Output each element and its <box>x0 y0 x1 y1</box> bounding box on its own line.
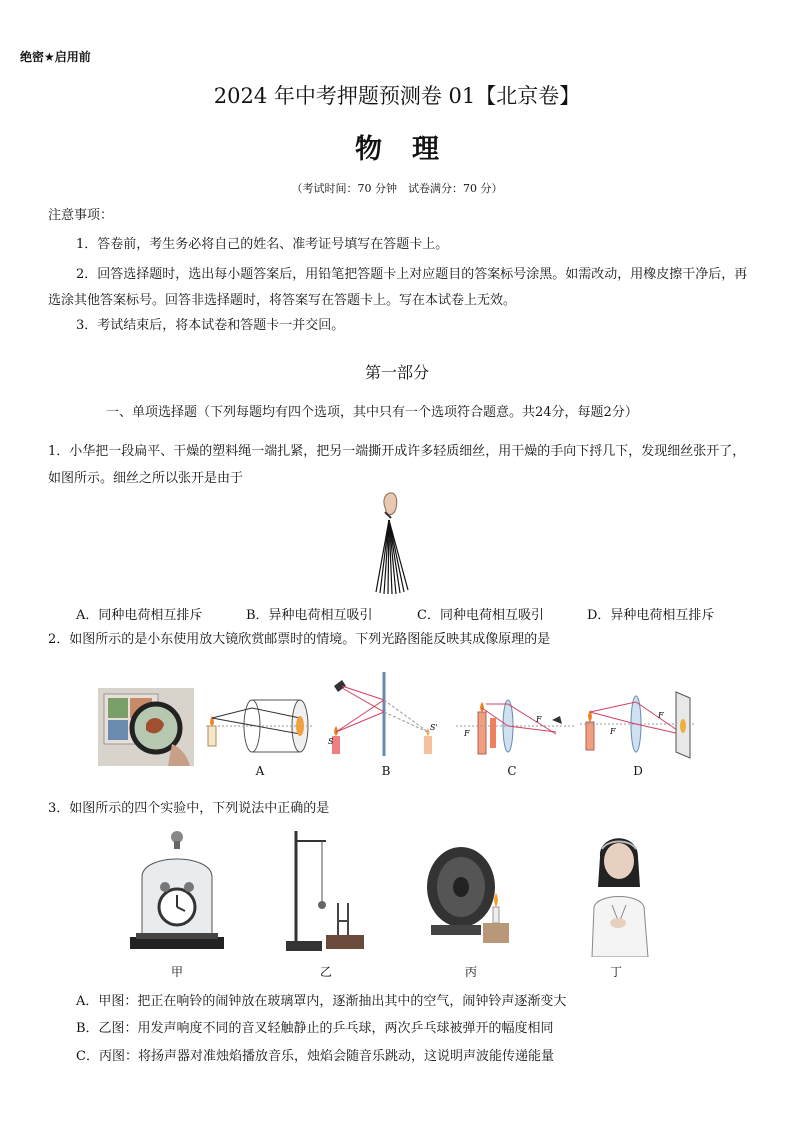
tuning-fork-figure <box>282 827 372 957</box>
q1-option-c: C．同种电荷相互吸引 <box>417 608 544 623</box>
notice-item-1: 1．答卷前，考生务必将自己的姓名、准考证号填写在答题卡上。 <box>76 237 449 252</box>
bell-jar-clock-figure <box>128 827 226 959</box>
section-title: 一、单项选择题（下列每题均有四个选项，其中只有一个选项符合题意。共24分，每题2分） <box>106 405 638 420</box>
source-s-label: S <box>328 737 334 746</box>
figure-label-c: C <box>507 764 517 778</box>
focus-f-label-left: F <box>464 729 470 738</box>
figure-label-d: D <box>633 764 643 778</box>
ray-diagram-c <box>456 694 574 760</box>
figure-label-b: B <box>381 764 391 778</box>
focus-f-label-right: F <box>536 715 542 724</box>
figure-label-yi: 乙 <box>319 965 332 979</box>
plastic-strands-figure <box>368 490 418 598</box>
figure-label-jia: 甲 <box>170 965 183 979</box>
figure-label-ding: 丁 <box>609 965 622 979</box>
ray-diagram-d <box>580 688 696 760</box>
q3-option-a: A．甲图：把正在响铃的闹钟放在玻璃罩内，逐渐抽出其中的空气，闹钟铃声逐渐变大 <box>76 994 567 1009</box>
notice-item-3: 3．考试结束后，将本试卷和答题卡一并交回。 <box>76 318 345 333</box>
focus-f-label-right-d: F <box>658 711 664 720</box>
q3-option-c: C．丙图：将扬声器对准烛焰播放音乐，烛焰会随音乐跳动，这说明声波能传递能量 <box>76 1049 554 1064</box>
exam-info: （考试时间：70 分钟 试卷满分：70 分） <box>291 182 503 195</box>
q1-option-b: B．异种电荷相互吸引 <box>246 608 373 623</box>
q1-option-a: A．同种电荷相互排斥 <box>76 608 203 623</box>
notice-item-2: 2．回答选择题时，选出每小题答案后，用铅笔把答题卡上对应题目的答案标号涂黑。如需改动，用橡皮擦干净后，再选涂其他答案标号。回答非选择题时，将答案写在答题卡上。写在本试卷上无效。 <box>48 267 748 308</box>
q3-option-b: B．乙图：用发声响度不同的音叉轻触静止的乒乓球，两次乒乓球被弹开的幅度相同 <box>76 1021 554 1036</box>
q1-option-d: D．异种电荷相互排斥 <box>587 608 715 623</box>
image-s-prime-label: S' <box>430 723 438 732</box>
notice-heading: 注意事项： <box>48 208 114 223</box>
magnifier-stamp-photo <box>98 688 194 766</box>
question-3-stem: 3．如图所示的四个实验中，下列说法中正确的是 <box>48 801 330 816</box>
figure-label-a: A <box>255 764 265 778</box>
confidential-label: 绝密★启用前 <box>20 50 91 64</box>
girl-figure <box>572 827 666 957</box>
question-2-stem: 2．如图所示的是小东使用放大镜欣赏邮票时的情境。下列光路图能反映其成像原理的是 <box>48 632 551 647</box>
figure-label-bing: 丙 <box>464 965 477 979</box>
exam-title: 2024 年中考押题预测卷 01【北京卷】 <box>213 84 581 108</box>
part-title: 第一部分 <box>364 363 429 382</box>
subject-title: 物理 <box>355 134 469 165</box>
ray-diagram-a <box>204 688 324 758</box>
question-1-stem: 1．小华把一段扁平、干燥的塑料绳一端扎紧，把另一端撕开成许多轻质细丝，用干燥的手向下捋几下，发现细丝张开了，如图所示。细丝之所以张开是由于 <box>48 444 746 486</box>
speaker-candle-figure <box>421 827 521 957</box>
ray-diagram-b <box>326 670 444 758</box>
focus-f-label-left-d: F <box>610 727 616 736</box>
